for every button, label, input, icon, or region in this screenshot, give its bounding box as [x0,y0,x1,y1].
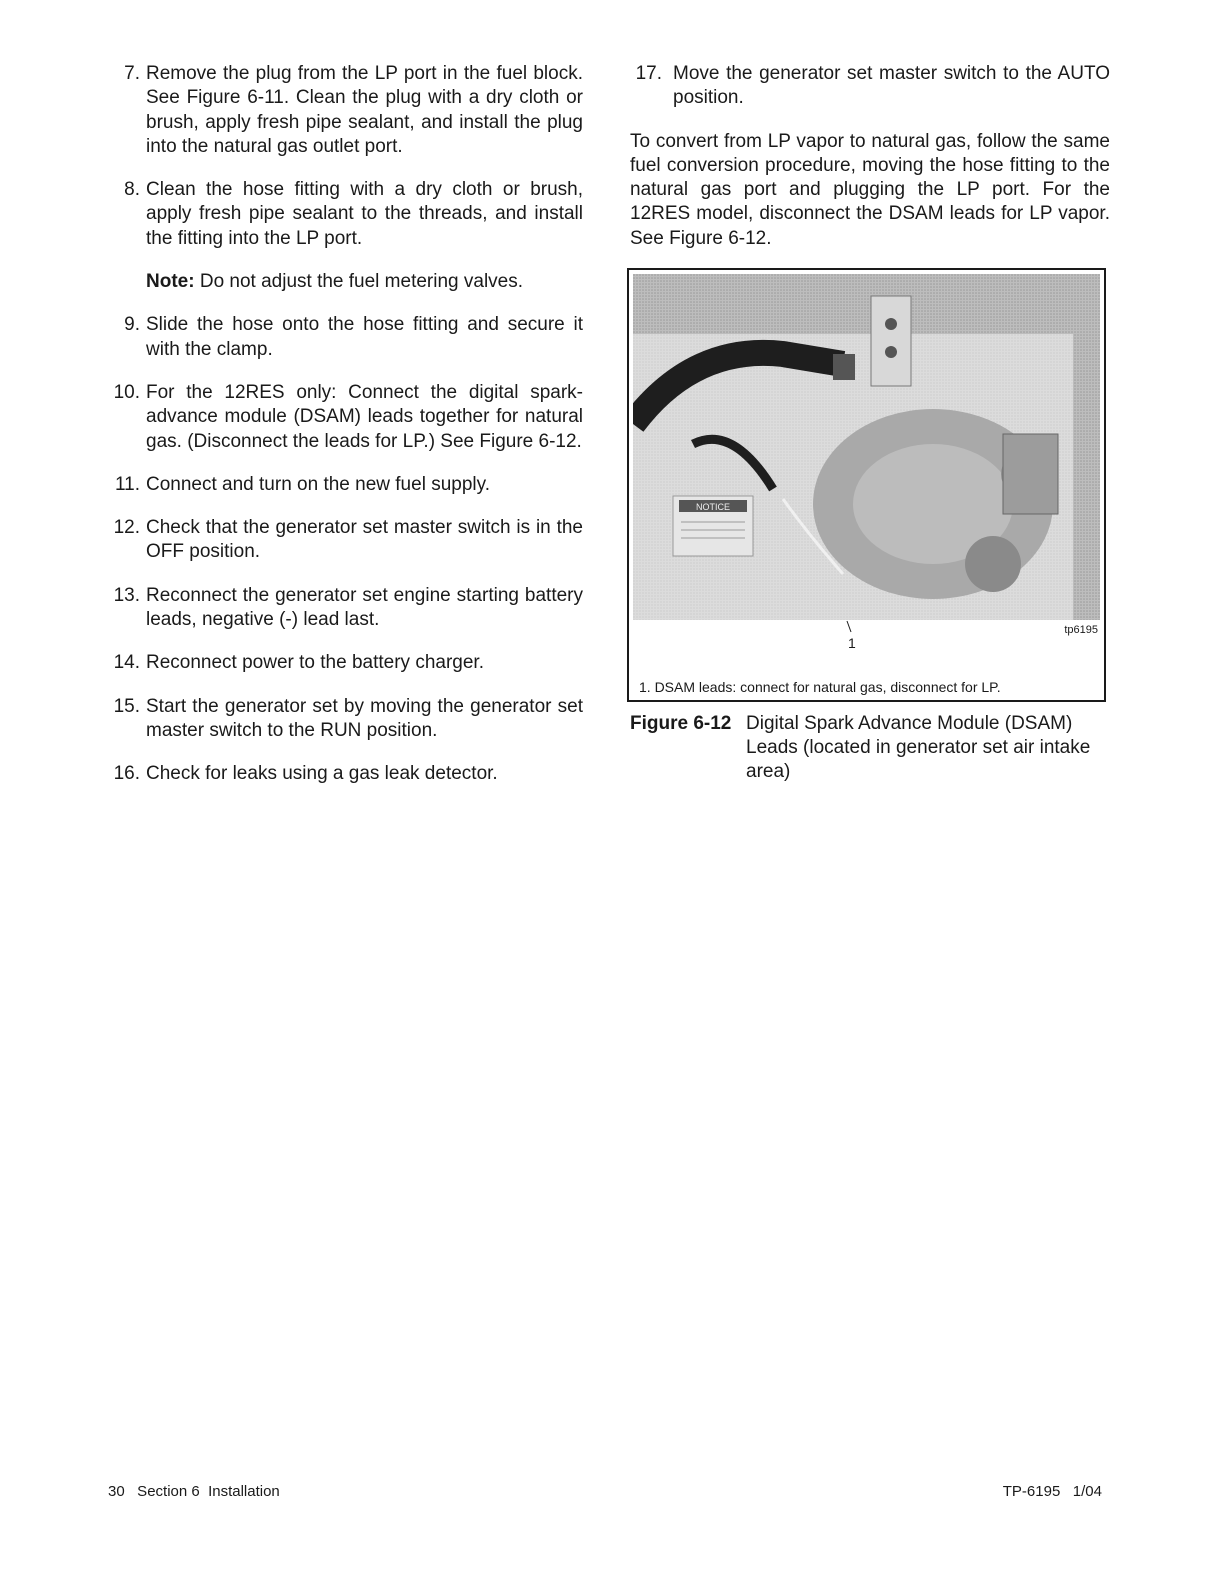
right-column [630,62,1110,267]
step-number: 7. [124,63,140,84]
sticker-text: NOTICE [695,502,731,512]
figure-legend: 1. DSAM leads: connect for natural gas, disconnect for LP. [639,679,1001,695]
footer-left: 30 Section 6 Installation [108,1483,280,1500]
step-number: 12. [113,517,140,539]
step-text: Clean the hose fitting with a dry cloth or brush, apply fresh pipe sealant to the threads, and install the fitting into the LP port. [146,179,583,249]
step-14 [108,651,583,675]
step-text: Slide the hose onto the hose fitting and secure it with the clamp. [146,314,583,360]
step-12 [108,516,583,565]
left-column [108,62,583,806]
step-text: Check for leaks using a gas leak detector. [146,763,498,785]
footer-right: TP-6195 1/04 [1002,1483,1102,1500]
figure-caption-label: Figure 6-12 [630,713,732,734]
note-label: Note: [146,271,195,293]
conversion-paragraph: To convert from LP vapor to natural gas, follow the same fuel conversion procedure, moving the hose fitting to the natural gas port and plugging the LP port. For the 12RES model, disconnect the DSAM leads for LP vapor. See Figure 6-12. [630,130,1110,249]
step-number: 14. [113,652,140,674]
step-15 [108,695,583,744]
step-number: 16. [113,763,140,785]
step-number: 10. [113,381,140,403]
step-text: Reconnect the generator set engine starting battery leads, negative (-) lead last. [146,584,583,631]
step-text: Connect and turn on the new fuel supply. [146,473,490,495]
step-9 [108,313,583,362]
step-number: 17. [635,63,662,84]
step-text: For the 12RES only: Connect the digital spark-advance module (DSAM) leads together for natural gas. (Disconnect the leads for LP.) See Figure 6-12. [146,381,583,452]
note [108,270,583,294]
figure-caption [630,712,1110,784]
callout-number: 1 [848,635,856,651]
step-13 [108,584,583,633]
step-number: 13. [113,584,140,606]
step-11 [108,473,583,497]
step-number: 11. [114,473,140,495]
step-16 [108,762,583,786]
step-text: Reconnect power to the battery charger. [146,652,484,674]
step-8 [108,178,583,251]
step-7 [108,62,583,159]
step-text: Move the generator set master switch to the AUTO position. [673,63,1110,109]
figure-6-12 [627,268,1106,702]
step-number: 15. [113,695,140,717]
figure-caption-text: Digital Spark Advance Module (DSAM) Leads (located in generator set air intake area) [746,713,1091,782]
step-17 [630,62,1110,111]
step-text: Remove the plug from the LP port in the fuel block. See Figure 6-11. Clean the plug with a dry cloth or brush, apply fresh pipe sealant, and install the plug into the natural gas outlet port. [146,63,583,157]
note-text: Do not adjust the fuel metering valves. [199,271,524,293]
callout-leader-line [629,270,1108,704]
step-text: Check that the generator set master switch is in the OFF position. [146,517,583,563]
step-number: 9. [124,314,140,336]
step-10 [108,381,583,454]
step-text: Start the generator set by moving the generator set master switch to the RUN position. [146,695,583,741]
image-code: tp6195 [1064,624,1098,636]
step-number: 8. [124,179,140,201]
